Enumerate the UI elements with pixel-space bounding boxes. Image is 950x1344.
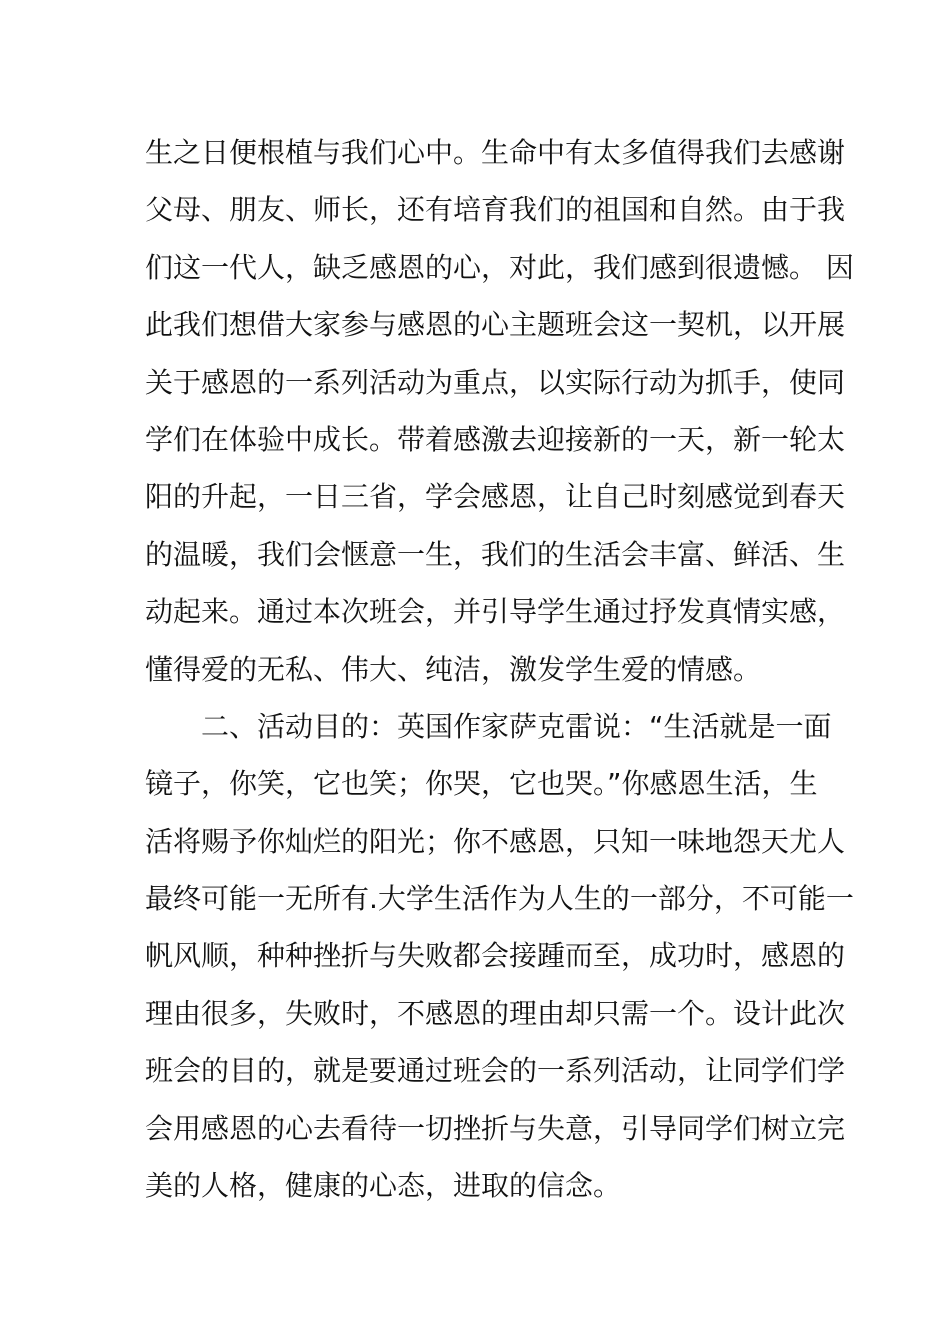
text-line: 最终可能一无所有.大学生活作为人生的一部分，不可能一	[145, 882, 854, 916]
text-line: 生之日便根植与我们心中。生命中有太多值得我们去感谢	[145, 136, 846, 169]
text-line: 们这一代人，缺乏感恩的心，对此，我们感到很遗憾。 因	[145, 250, 854, 284]
text-line: 活将赐予你灿烂的阳光；你不感恩，只知一味地怨天尤人	[145, 824, 846, 858]
text-line: 镜子，你笑，它也笑；你哭，它也哭。”你感恩生活，生	[145, 767, 818, 801]
text-line: 此我们想借大家参与感恩的心主题班会这一契机，以开展	[145, 308, 846, 342]
text-line: 帆风顺，种种挫折与失败都会接踵而至，成功时，感恩的	[145, 939, 846, 973]
text-line: 理由很多，失败时，不感恩的理由却只需一个。设计此次	[145, 996, 846, 1030]
text-line: 父母、朋友、师长，还有培育我们的祖国和自然。由于我	[145, 193, 846, 227]
paragraph-start-line: 二、活动目的：英国作家萨克雷说：“生活就是一面	[201, 709, 832, 743]
body-text	[145, 124, 854, 1214]
text-line: 关于感恩的一系列活动为重点，以实际行动为抓手，使同	[145, 365, 846, 399]
paragraph-end-line: 懂得爱的无私、伟大、纯洁，激发学生爱的情感。	[145, 652, 762, 686]
text-line: 的温暖，我们会惬意一生，我们的生活会丰富、鲜活、生	[145, 537, 846, 571]
paragraph-end-line: 美的人格，健康的心态，进取的信念。	[145, 1169, 622, 1203]
text-line: 动起来。通过本次班会，并引导学生通过抒发真情实感，	[145, 595, 846, 629]
text-line: 阳的升起，一日三省，学会感恩，让自己时刻感觉到春天	[145, 480, 846, 514]
text-line: 会用感恩的心去看待一切挫折与失意，引导同学们树立完	[145, 1111, 846, 1145]
text-line: 班会的目的，就是要通过班会的一系列活动，让同学们学	[145, 1054, 846, 1088]
text-line: 学们在体验中成长。带着感激去迎接新的一天，新一轮太	[145, 422, 846, 456]
